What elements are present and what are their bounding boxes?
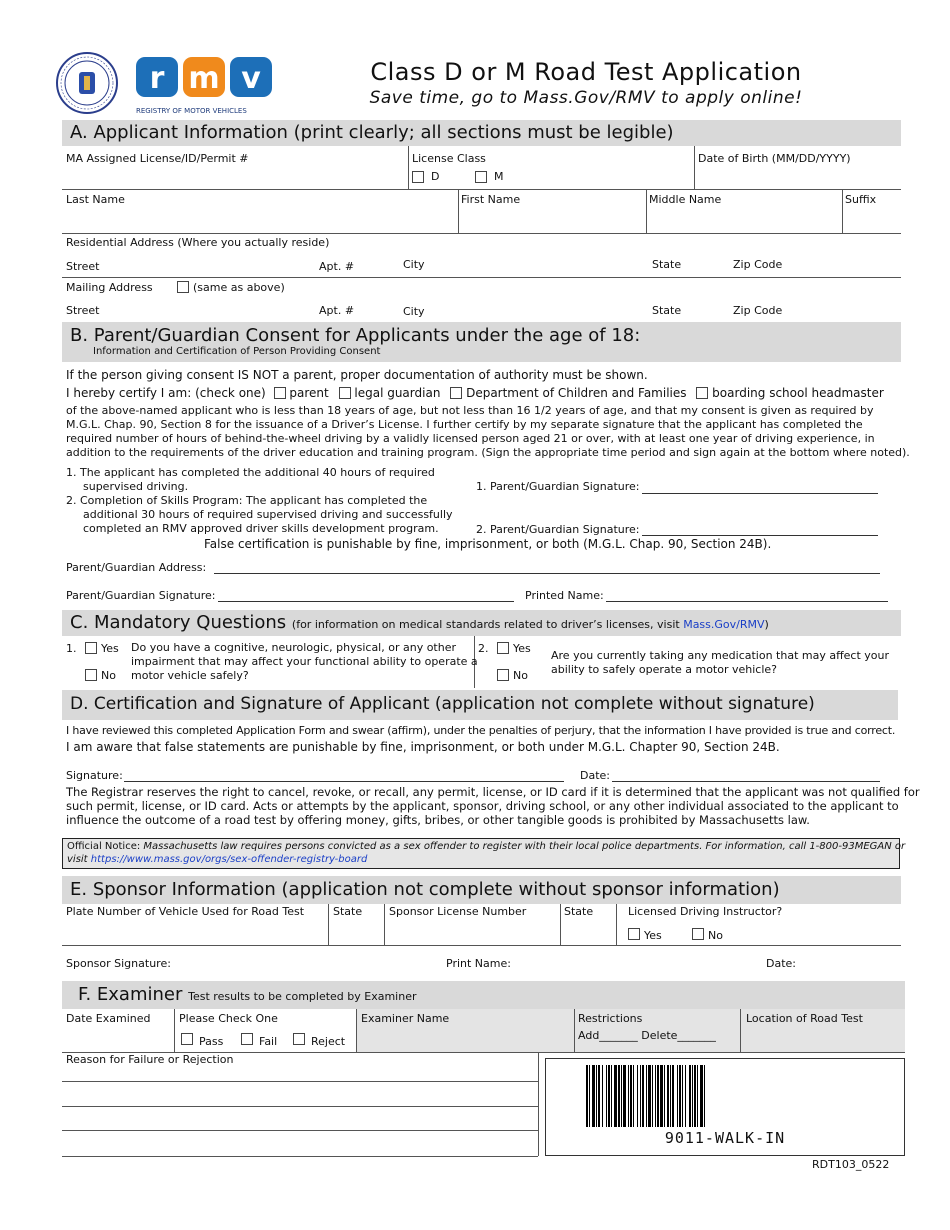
mail-apt-label: Apt. # bbox=[319, 304, 355, 317]
q1-line-c: motor vehicle safely? bbox=[131, 669, 249, 682]
res-apt-label: Apt. # bbox=[319, 260, 355, 273]
add-delete-label: Add_______ Delete_______ bbox=[578, 1029, 716, 1042]
class-d-label: D bbox=[431, 170, 440, 183]
applicant-signature-label: Signature: bbox=[66, 769, 123, 782]
q2-line-b: ability to safely operate a motor vehicle? bbox=[551, 663, 778, 676]
instructor-no-label: No bbox=[708, 929, 723, 942]
residential-address-label: Residential Address (Where you actually reside) bbox=[66, 236, 330, 249]
consent-line-2: M.G.L. Chap. 90, Section 8 for the issuance of a Driver’s License. I further certify by my separate signature that the applicant has completed the bbox=[66, 418, 863, 431]
section-a-header bbox=[62, 120, 901, 146]
plate-number-label: Plate Number of Vehicle Used for Road Test bbox=[66, 905, 305, 918]
q2-yes-label: Yes bbox=[513, 642, 531, 655]
legal-guardian-checkbox[interactable] bbox=[339, 387, 351, 399]
certify-options bbox=[66, 386, 884, 400]
consent-paragraph bbox=[66, 404, 910, 460]
q2-yes-checkbox[interactable] bbox=[497, 642, 509, 654]
date-examined-label: Date Examined bbox=[66, 1012, 151, 1025]
q2-no-checkbox[interactable] bbox=[497, 669, 509, 681]
parent-checkbox[interactable] bbox=[274, 387, 286, 399]
rmv-logo-subtitle: REGISTRY OF MOTOR VEHICLES bbox=[136, 107, 247, 115]
reason-label: Reason for Failure or Rejection bbox=[66, 1053, 234, 1066]
instructor-label: Licensed Driving Instructor? bbox=[628, 905, 783, 918]
instructor-yes-label: Yes bbox=[644, 929, 662, 942]
legal-guardian-label: legal guardian bbox=[354, 386, 441, 400]
official-notice-box bbox=[62, 838, 906, 869]
sponsor-state-label: State bbox=[564, 905, 594, 918]
check-one-label: Please Check One bbox=[179, 1012, 278, 1025]
item-1-line-b: supervised driving. bbox=[83, 480, 189, 493]
svg-text:r: r bbox=[149, 61, 165, 96]
pg-signature-label: Parent/Guardian Signature: bbox=[66, 589, 216, 602]
class-m-checkbox[interactable] bbox=[475, 171, 487, 183]
q1-line-a: Do you have a cognitive, neurologic, physical, or any other bbox=[131, 641, 457, 654]
registrar-line-3: influence the outcome of a road test by offering money, gifts, bribes, or other tangible goods is prohibited by Massachusetts law. bbox=[66, 813, 810, 827]
license-class-label: License Class bbox=[412, 152, 486, 165]
sponsor-print-name-label: Print Name: bbox=[446, 957, 511, 970]
section-b-subtitle: Information and Certification of Person Providing Consent bbox=[93, 346, 381, 357]
consent-line-3: required number of hours of behind-the-wheel driving by a validly licensed person aged 21 or over, with at least one year of driving experience, in bbox=[66, 432, 875, 445]
section-c-title bbox=[70, 612, 769, 633]
affirmation-text bbox=[66, 724, 895, 754]
section-e-title: E. Sponsor Information (application not complete without sponsor information) bbox=[70, 879, 780, 900]
q2-number: 2. bbox=[478, 642, 489, 655]
item-1-line-a: 1. The applicant has completed the additional 40 hours of required bbox=[66, 466, 435, 479]
mass-gov-rmv-link[interactable]: Mass.Gov/RMV bbox=[683, 618, 765, 631]
mailing-address-label: Mailing Address bbox=[66, 281, 153, 294]
section-f-title-text: F. Examiner bbox=[78, 984, 183, 1005]
consent-note: If the person giving consent IS NOT a parent, proper documentation of authority must be shown. bbox=[66, 368, 648, 382]
certify-label: I hereby certify I am: (check one) bbox=[66, 386, 266, 400]
section-e-header bbox=[62, 876, 901, 904]
item-2-line-c: completed an RMV approved driver skills development program. bbox=[83, 522, 439, 535]
middle-name-label: Middle Name bbox=[649, 193, 722, 206]
parent-signature-2-line[interactable] bbox=[642, 535, 878, 536]
q1-line-b: impairment that may affect your functional ability to operate a bbox=[131, 655, 478, 668]
license-number-label: MA Assigned License/ID/Permit # bbox=[66, 152, 249, 165]
sponsor-date-label: Date: bbox=[766, 957, 796, 970]
section-c-note bbox=[292, 618, 769, 631]
section-f-title bbox=[78, 984, 417, 1005]
item-2-line-b: additional 30 hours of required supervised driving and successfully bbox=[83, 508, 453, 521]
res-city-label: City bbox=[403, 258, 425, 271]
same-as-above-checkbox[interactable] bbox=[177, 281, 189, 293]
dcf-checkbox[interactable] bbox=[450, 387, 462, 399]
page-subtitle: Save time, go to Mass.Gov/RMV to apply online! bbox=[369, 88, 803, 108]
official-notice-text: Massachusetts law requires persons convicted as a sex offender to register with their local police departments. For information, call 1-800-93MEGAN or bbox=[143, 841, 906, 852]
registrar-line-2: such permit, license, or ID card. Acts or attempts by the applicant, sponsor, driving school, or any other individual associated to the applicant to bbox=[66, 799, 899, 813]
q1-number: 1. bbox=[66, 642, 77, 655]
last-name-label: Last Name bbox=[66, 193, 125, 206]
item-2-line-a: 2. Completion of Skills Program: The applicant has completed the bbox=[66, 494, 428, 507]
class-m-label: M bbox=[494, 170, 504, 183]
examiner-name-label: Examiner Name bbox=[361, 1012, 450, 1025]
rmv-logo bbox=[136, 55, 272, 113]
barcode-icon bbox=[586, 1065, 800, 1127]
parent-label: parent bbox=[289, 386, 329, 400]
res-zip-label: Zip Code bbox=[733, 258, 783, 271]
affirmation-line-2: I am aware that false statements are punishable by fine, imprisonment, or both under M.G.L. Chapter 90, Section 24B. bbox=[66, 740, 780, 754]
affirmation-line-1: I have reviewed this completed Application Form and swear (affirm), under the penalties of perjury, that the information I have provided is true and correct. bbox=[66, 724, 896, 737]
reject-checkbox[interactable] bbox=[293, 1033, 305, 1045]
dcf-label: Department of Children and Families bbox=[466, 386, 687, 400]
section-d-title: D. Certification and Signature of Applicant (application not complete without signature) bbox=[70, 694, 815, 714]
consent-line-4: addition to the requirements of the driver education and training program. (Sign the appropriate time period and sign again at the bottom where noted). bbox=[66, 446, 910, 459]
mail-city-label: City bbox=[403, 305, 425, 318]
same-as-above-label: (same as above) bbox=[193, 281, 285, 294]
section-f-header bbox=[62, 981, 905, 1009]
q2-no-label: No bbox=[513, 669, 528, 682]
form-id: RDT103_0522 bbox=[812, 1158, 890, 1171]
barcode-text: 9011-WALK-IN bbox=[664, 1129, 786, 1147]
parent-signature-1-label: 1. Parent/Guardian Signature: bbox=[476, 480, 640, 493]
parent-signature-1-line[interactable] bbox=[642, 493, 878, 494]
sponsor-signature-label: Sponsor Signature: bbox=[66, 957, 171, 970]
sponsor-license-label: Sponsor License Number bbox=[389, 905, 527, 918]
section-c-note-text: (for information on medical standards related to driver’s licenses, visit bbox=[291, 618, 684, 631]
q1-yes-label: Yes bbox=[101, 642, 119, 655]
dob-label: Date of Birth (MM/DD/YYYY) bbox=[698, 152, 851, 165]
suffix-label: Suffix bbox=[845, 193, 877, 206]
restrictions-label: Restrictions bbox=[578, 1012, 643, 1025]
pass-label: Pass bbox=[199, 1035, 224, 1048]
pg-printed-name-line[interactable] bbox=[606, 601, 888, 602]
section-c-title-text: C. Mandatory Questions bbox=[70, 612, 287, 633]
applicant-date-line[interactable] bbox=[612, 781, 880, 782]
fail-label: Fail bbox=[259, 1035, 278, 1048]
res-street-label: Street bbox=[66, 260, 100, 273]
pg-address-line[interactable] bbox=[214, 573, 880, 574]
state-seal bbox=[56, 52, 118, 114]
consent-line-1: of the above-named applicant who is less than 18 years of age, but not less than 16 1/2 years of age, and that my consent is given as required by bbox=[66, 404, 874, 417]
registrar-notice bbox=[66, 785, 920, 827]
pg-address-label: Parent/Guardian Address: bbox=[66, 561, 207, 574]
q2-line-a: Are you currently taking any medication that may affect your bbox=[551, 649, 890, 662]
consent-item-2 bbox=[66, 494, 453, 536]
applicant-signature-line[interactable] bbox=[124, 781, 564, 782]
section-f-subtitle: Test results to be completed by Examiner bbox=[188, 990, 417, 1003]
section-c-header bbox=[62, 610, 901, 636]
q1-yes-checkbox[interactable] bbox=[85, 642, 97, 654]
boarding-school-checkbox[interactable] bbox=[696, 387, 708, 399]
parent-signature-2-label: 2. Parent/Guardian Signature: bbox=[476, 523, 640, 536]
pass-checkbox[interactable] bbox=[181, 1033, 193, 1045]
consent-item-1 bbox=[66, 466, 435, 494]
section-b-title: B. Parent/Guardian Consent for Applicants under the age of 18: bbox=[70, 325, 641, 346]
q1-no-label: No bbox=[101, 669, 116, 682]
section-d-header bbox=[62, 690, 898, 720]
question-2-text bbox=[551, 649, 889, 677]
section-c-note-end: ) bbox=[764, 618, 769, 631]
official-notice-label: Official Notice: bbox=[67, 841, 141, 852]
false-certification-note: False certification is punishable by fine, imprisonment, or both (M.G.L. Chap. 90, Section 24B). bbox=[204, 537, 772, 551]
plate-state-label: State bbox=[333, 905, 363, 918]
svg-text:m: m bbox=[188, 61, 220, 96]
reject-label: Reject bbox=[311, 1035, 346, 1048]
official-notice-visit: visit bbox=[67, 854, 88, 865]
question-1-text bbox=[131, 641, 478, 683]
section-b-header bbox=[62, 322, 901, 362]
location-label: Location of Road Test bbox=[746, 1012, 863, 1025]
applicant-date-label: Date: bbox=[580, 769, 610, 782]
section-a-title: A. Applicant Information (print clearly; all sections must be legible) bbox=[70, 122, 674, 143]
sex-offender-registry-link[interactable]: https://www.mass.gov/orgs/sex-offender-registry-board bbox=[90, 854, 368, 865]
registrar-line-1: The Registrar reserves the right to cancel, revoke, or recall, any permit, license, or ID card if it is determined that the applicant was not qualified for bbox=[66, 785, 920, 799]
res-state-label: State bbox=[652, 258, 682, 271]
instructor-no-checkbox[interactable] bbox=[692, 928, 704, 940]
svg-text:v: v bbox=[241, 61, 261, 96]
class-d-checkbox[interactable] bbox=[412, 171, 424, 183]
mail-street-label: Street bbox=[66, 304, 100, 317]
instructor-yes-checkbox[interactable] bbox=[628, 928, 640, 940]
page-title: Class D or M Road Test Application bbox=[370, 58, 802, 86]
fail-checkbox[interactable] bbox=[241, 1033, 253, 1045]
mail-zip-label: Zip Code bbox=[733, 304, 783, 317]
first-name-label: First Name bbox=[461, 193, 521, 206]
mail-state-label: State bbox=[652, 304, 682, 317]
boarding-school-label: boarding school headmaster bbox=[712, 386, 884, 400]
q1-no-checkbox[interactable] bbox=[85, 669, 97, 681]
pg-printed-name-label: Printed Name: bbox=[525, 589, 604, 602]
pg-signature-line[interactable] bbox=[218, 601, 514, 602]
barcode-box bbox=[545, 1058, 905, 1156]
